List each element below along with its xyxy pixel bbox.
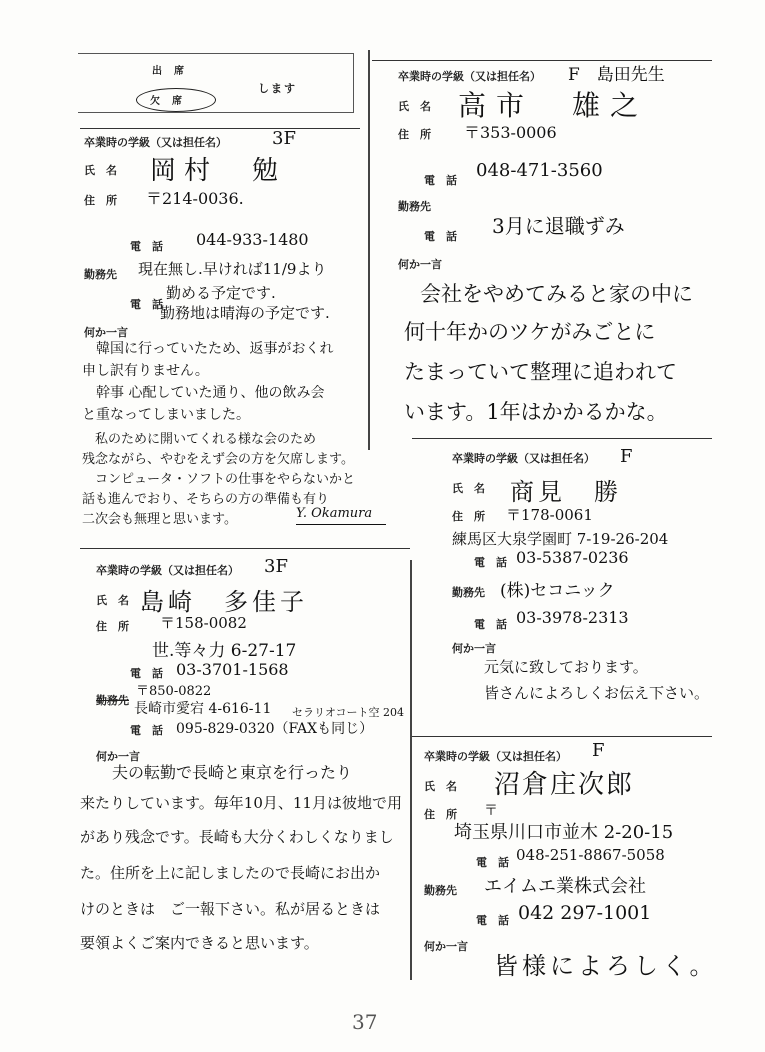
phone-label: 電 話 — [130, 240, 163, 253]
entry2-phone: 03-3701-1568 — [176, 660, 289, 679]
signature: Y. Okamura — [296, 506, 386, 525]
entry-rule — [80, 128, 360, 129]
class-label: 卒業時の学級（又は担任名） — [84, 136, 227, 149]
entry2-address: 世.等々力 6-27-17 — [152, 641, 297, 661]
entry4-address: 練馬区大泉学園町 7-19-26-204 — [452, 530, 669, 548]
entry2-msg-line: があり残念です。長崎も大分くわしくなりまし — [80, 828, 394, 846]
address-label: 住 所 — [84, 194, 117, 207]
entry1-name: 岡村 勉 — [150, 156, 287, 186]
entry1-work-line3: 勤務地は晴海の予定です. — [160, 304, 330, 322]
entry3-msg-line: 何十年かのツケがみごとに — [404, 320, 656, 344]
entry3-msg-line: います。1年はかかるかな。 — [404, 400, 668, 424]
entry1-msg-line: コンピュータ・ソフトの仕事をやらないかと — [82, 472, 356, 487]
class-label: 卒業時の学級（又は担任名） — [398, 70, 541, 83]
work-phone-label: 電 話 — [476, 914, 509, 927]
message-label: 何か一言 — [424, 940, 468, 953]
attend-absent-label: 欠 席 — [150, 96, 183, 107]
phone-label: 電 話 — [130, 667, 163, 680]
entry1-msg-line: 申し訳有りません。 — [82, 363, 209, 379]
entry3-phone: 048-471-3560 — [476, 160, 603, 181]
message-label: 何か一言 — [452, 642, 496, 655]
entry2-msg-line: けのときは ご一報下さい。私が居るときは — [80, 900, 381, 918]
address-label: 住 所 — [398, 128, 431, 141]
entry2-zip: 〒158-0082 — [160, 614, 247, 632]
entry5-phone: 048-251-8867-5058 — [516, 846, 665, 864]
attendance-box — [78, 53, 354, 113]
entry1-msg-line: 残念ながら、やむをえず会の方を欠席します。 — [82, 452, 354, 467]
work-phone-label: 電 話 — [130, 298, 163, 311]
phone-label: 電 話 — [476, 856, 509, 869]
entry1-class: 3F — [272, 128, 296, 149]
message-label: 何か一言 — [96, 750, 140, 763]
entry1-work-line2: 勤める予定です. — [166, 284, 276, 302]
attend-suffix: します — [258, 82, 297, 95]
class-label: 卒業時の学級（又は担任名） — [424, 750, 567, 763]
work-label: 勤務先 — [398, 200, 431, 213]
entry5-msg: 皆様によろしく。 — [494, 952, 718, 980]
column-divider — [368, 50, 370, 450]
work-label: 勤務先 — [452, 586, 485, 599]
entry1-msg-line: 韓国に行っていたため、返事がおくれ — [82, 341, 334, 357]
entry5-zip: 〒 — [484, 803, 498, 819]
entry4-phone: 03-5387-0236 — [516, 548, 629, 567]
phone-label: 電 話 — [474, 556, 507, 569]
entry2-msg-line: た。住所を上に記しましたので長崎にお出か — [80, 864, 381, 882]
entry1-work-line1: 現在無し.早ければ11/9より — [138, 260, 327, 278]
entry2-work-phone: 095-829-0320（FAXも同じ） — [176, 721, 374, 737]
entry1-msg-line: 私のために開いてくれる様な会のため — [82, 432, 317, 447]
name-label: 氏 名 — [398, 100, 431, 113]
work-phone-label: 電 話 — [424, 230, 457, 243]
entry2-msg-line: 要領よくご案内できると思います。 — [80, 934, 319, 952]
entry2-name: 島崎 多佳子 — [140, 588, 308, 616]
name-label: 氏 名 — [452, 482, 485, 495]
entry-rule — [412, 736, 712, 737]
entry2-work-address: 長崎市愛宕 4-616-11 — [134, 701, 272, 717]
entry-rule — [80, 548, 410, 549]
entry5-class: F — [592, 740, 605, 761]
entry2-work-building: セラリオコート空 204 — [292, 706, 404, 719]
entry3-msg-line: たまっていて整理に追われて — [404, 360, 677, 384]
entry4-class: F — [620, 446, 633, 467]
name-label: 氏 名 — [84, 164, 117, 177]
entry3-msg-line: 会社をやめてみると家の中に — [420, 282, 693, 306]
class-label: 卒業時の学級（又は担任名） — [452, 452, 595, 465]
entry5-address: 埼玉県川口市並木 2-20-15 — [454, 822, 674, 843]
work-label: 勤務先 — [424, 884, 457, 897]
entry1-zip: 〒214-0036. — [146, 189, 244, 208]
entry4-work: (株)セコニック — [500, 581, 615, 601]
work-label: 勤務先 — [84, 268, 117, 281]
entry1-phone: 044-933-1480 — [196, 230, 309, 249]
work-label: 勤務先 — [96, 694, 129, 707]
entry1-msg-line: と重なってしまいました。 — [82, 407, 250, 423]
entry3-work: 3月に退職ずみ — [492, 214, 625, 238]
entry3-name: 高市 雄之 — [458, 89, 649, 122]
entry-rule — [412, 438, 712, 439]
entry1-msg-line: 幹事 心配していた通り、他の飲み会 — [82, 385, 325, 401]
entry4-msg-line: 元気に致しております。 — [484, 658, 648, 676]
name-label: 氏 名 — [96, 594, 129, 607]
address-label: 住 所 — [452, 510, 485, 523]
entry1-msg-line: 話も進んでおり、そちらの方の準備も有り — [82, 492, 330, 507]
name-label: 氏 名 — [424, 780, 457, 793]
entry5-work-phone: 042 297-1001 — [518, 902, 652, 924]
entry3-class: F 島田先生 — [568, 65, 665, 85]
message-label: 何か一言 — [398, 258, 442, 271]
entry4-zip: 〒178-0061 — [506, 506, 593, 524]
page-number: 37 — [352, 1010, 378, 1034]
work-phone-label: 電 話 — [130, 724, 163, 737]
column-divider-lower — [410, 560, 412, 980]
entry2-class: 3F — [264, 556, 288, 577]
entry2-msg-line: 来たりしています。毎年10月、11月は彼地で用 — [80, 794, 402, 812]
class-label: 卒業時の学級（又は担任名） — [96, 564, 239, 577]
entry1-msg-line: 二次会も無理と思います。 — [82, 512, 237, 527]
entry4-name: 商見 勝 — [510, 478, 622, 506]
message-label: 何か一言 — [84, 326, 128, 339]
entry3-zip: 〒353-0006 — [464, 123, 557, 142]
entry5-name: 沼倉庄次郎 — [494, 770, 635, 800]
address-label: 住 所 — [96, 620, 129, 633]
work-phone-label: 電 話 — [474, 618, 507, 631]
entry4-work-phone: 03-3978-2313 — [516, 608, 629, 627]
phone-label: 電 話 — [424, 174, 457, 187]
address-label: 住 所 — [424, 808, 457, 821]
attend-present-label: 出 席 — [152, 66, 185, 77]
entry5-work: エイムエ業株式会社 — [484, 876, 646, 897]
entry4-msg-line: 皆さんによろしくお伝え下さい。 — [484, 684, 710, 702]
entry2-msg-line: 夫の転勤で長崎と東京を行ったり — [96, 763, 353, 782]
entry2-work-zip: 〒850-0822 — [136, 684, 212, 699]
